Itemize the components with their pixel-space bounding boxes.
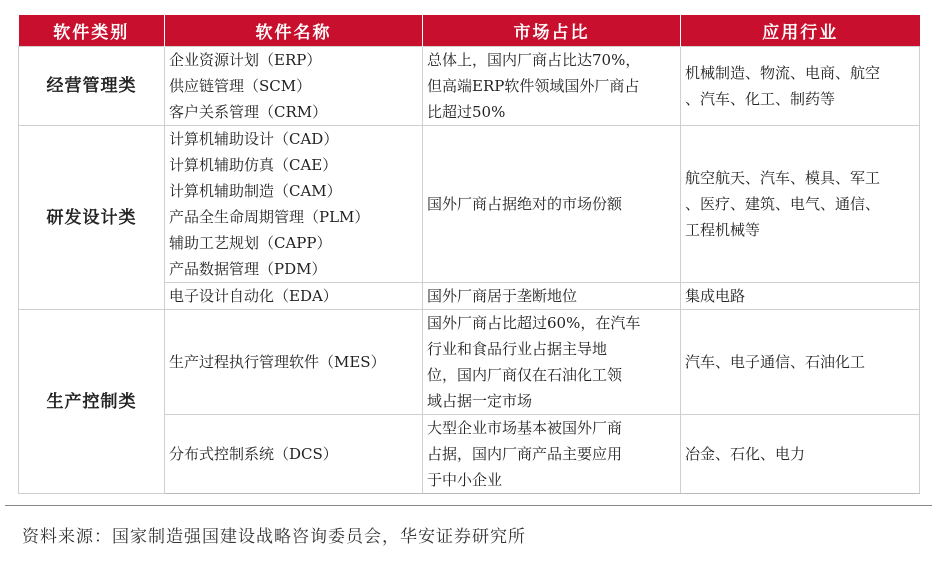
industry-dcs: 冶金、石化、电力 <box>681 415 920 494</box>
share-line: 国外厂商占比超过60%，在汽车 <box>427 314 641 332</box>
software-name-eda: 电子设计自动化（EDA） <box>165 283 423 310</box>
share-line: 域占据一定市场 <box>427 392 533 410</box>
software-name: 计算机辅助仿真（CAE） <box>169 156 338 174</box>
footer-divider <box>5 505 932 506</box>
share-line: 位，国内厂商仅在石油化工领 <box>427 366 623 384</box>
market-share-dcs <box>423 415 681 494</box>
market-share-ops <box>423 47 681 126</box>
header-industry: 应用行业 <box>681 15 920 47</box>
table-row <box>19 47 920 126</box>
share-line: 总体上，国内厂商占比达70%， <box>427 51 641 69</box>
software-name: 计算机辅助制造（CAM） <box>169 182 342 200</box>
industry-mes: 汽车、电子通信、石油化工 <box>681 310 920 415</box>
industry-line: 工程机械等 <box>685 221 761 239</box>
industry-rd <box>681 126 920 283</box>
market-share-eda: 国外厂商居于垄断地位 <box>423 283 681 310</box>
software-name: 产品数据管理（PDM） <box>169 260 327 278</box>
software-name: 客户关系管理（CRM） <box>169 103 328 121</box>
share-line: 但高端ERP软件领域国外厂商占 <box>427 77 640 95</box>
share-line: 比超过50% <box>427 103 506 121</box>
header-category: 软件类别 <box>19 15 165 47</box>
table-row <box>19 310 920 415</box>
share-line: 大型企业市场基本被国外厂商 <box>427 419 623 437</box>
software-name: 企业资源计划（ERP） <box>169 51 322 69</box>
share-line: 于中小企业 <box>427 471 503 489</box>
share-line: 行业和食品行业占据主导地 <box>427 340 608 358</box>
category-ops: 经营管理类 <box>19 47 165 126</box>
software-market-table <box>18 15 920 494</box>
software-name: 产品全生命周期管理（PLM） <box>169 208 370 226</box>
software-name: 计算机辅助设计（CAD） <box>169 130 339 148</box>
table-header-row <box>19 15 920 47</box>
category-prod: 生产控制类 <box>19 310 165 494</box>
industry-line: 航空航天、汽车、模具、军工 <box>685 169 881 187</box>
category-rd: 研发设计类 <box>19 126 165 310</box>
header-software-name: 软件名称 <box>165 15 423 47</box>
software-names-ops <box>165 47 423 126</box>
software-name: 供应链管理（SCM） <box>169 77 312 95</box>
industry-line: 、汽车、化工、制药等 <box>685 90 836 108</box>
software-name-mes: 生产过程执行管理软件（MES） <box>165 310 423 415</box>
share-line: 占据，国内厂商产品主要应用 <box>427 445 623 463</box>
header-market-share: 市场占比 <box>423 15 681 47</box>
share-line: 国外厂商占据绝对的市场份额 <box>427 195 623 213</box>
software-name: 辅助工艺规划（CAPP） <box>169 234 332 252</box>
market-share-rd <box>423 126 681 283</box>
source-note: 资料来源：国家制造强国建设战略咨询委员会，华安证券研究所 <box>22 527 526 547</box>
software-name-dcs: 分布式控制系统（DCS） <box>165 415 423 494</box>
industry-eda: 集成电路 <box>681 283 920 310</box>
industry-ops <box>681 47 920 126</box>
table-row <box>19 126 920 283</box>
software-names-rd <box>165 126 423 283</box>
industry-line: 、医疗、建筑、电气、通信、 <box>685 195 881 213</box>
market-share-mes <box>423 310 681 415</box>
industry-line: 机械制造、物流、电商、航空 <box>685 64 881 82</box>
